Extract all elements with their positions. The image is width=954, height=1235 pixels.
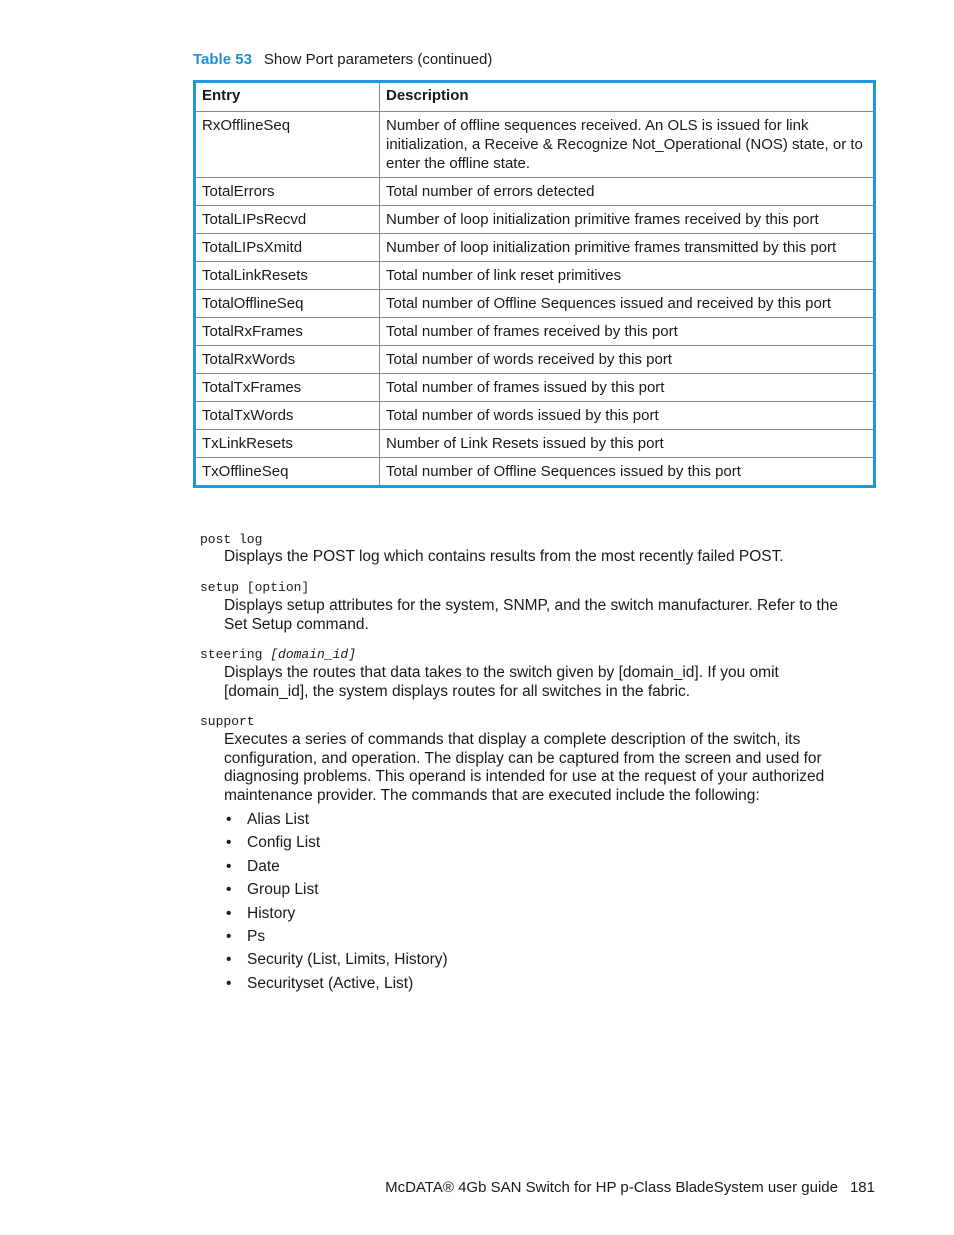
description-cell: Number of offline sequences received. An OLS is issued for link initialization, a Receive & Recognize Not_Operational (NOS) state, or to enter the offline state. — [380, 112, 875, 178]
list-item: • Security (List, Limits, History) — [224, 948, 448, 971]
list-item: • Date — [224, 855, 448, 878]
description-cell: Total number of words issued by this port — [380, 402, 875, 430]
description-cell: Total number of frames received by this port — [380, 318, 875, 346]
table-row — [195, 374, 875, 402]
table-row — [195, 318, 875, 346]
table-row — [195, 234, 875, 262]
bullet-icon: • — [226, 834, 232, 852]
description-cell: Number of loop initialization primitive frames received by this port — [380, 206, 875, 234]
bullet-icon: • — [226, 974, 232, 992]
show-port-parameters-table — [193, 80, 876, 488]
entry-cell: TxOfflineSeq — [195, 458, 380, 487]
entry-cell: TotalTxFrames — [195, 374, 380, 402]
entry-column-header: Entry — [195, 82, 380, 112]
table-row — [195, 346, 875, 374]
table-row — [195, 262, 875, 290]
bullet-icon: • — [226, 881, 232, 899]
bullet-icon: • — [226, 951, 232, 969]
footer-title: McDATA® 4Gb SAN Switch for HP p-Class BladeSystem user guide — [385, 1179, 838, 1196]
bullet-icon: • — [226, 857, 232, 875]
entry-cell: TotalTxWords — [195, 402, 380, 430]
table-row — [195, 290, 875, 318]
entry-cell: TotalLinkResets — [195, 262, 380, 290]
list-item: • Ps — [224, 925, 448, 948]
description-cell: Number of Link Resets issued by this port — [380, 430, 875, 458]
page-footer — [385, 1179, 875, 1196]
table-number: Table 53 — [193, 51, 252, 68]
table-row — [195, 430, 875, 458]
support-description: Executes a series of commands that display a complete description of the switch, its configuration, and operation. The display can be captured from the screen and used for diagnosing problems. This operand is intended for use at the request of your authorized maintenance provider. The commands that are executed include the following: — [224, 731, 825, 805]
table-row — [195, 206, 875, 234]
entry-cell: TotalOfflineSeq — [195, 290, 380, 318]
entry-cell: TotalLIPsXmitd — [195, 234, 380, 262]
description-cell: Total number of errors detected — [380, 178, 875, 206]
table-row — [195, 458, 875, 487]
list-item: • Alias List — [224, 808, 448, 831]
entry-cell: TotalRxFrames — [195, 318, 380, 346]
support-command: support — [200, 714, 255, 729]
description-cell: Total number of link reset primitives — [380, 262, 875, 290]
description-cell: Total number of frames issued by this port — [380, 374, 875, 402]
steering-description: Displays the routes that data takes to the switch given by [domain_id]. If you omit [domain_id], the system displays routes for all switches in the fabric. — [224, 664, 779, 700]
steering-command-name: steering — [200, 647, 271, 662]
bullet-icon: • — [226, 904, 232, 922]
description-cell: Total number of words received by this port — [380, 346, 875, 374]
table-row — [195, 402, 875, 430]
steering-command — [200, 647, 356, 662]
bullet-icon: • — [226, 811, 232, 828]
support-command-list — [224, 808, 448, 995]
description-cell: Number of loop initialization primitive frames transmitted by this port — [380, 234, 875, 262]
entry-cell: TotalLIPsRecvd — [195, 206, 380, 234]
post-log-command: post log — [200, 532, 263, 547]
setup-description: Displays setup attributes for the system, SNMP, and the switch manufacturer. Refer to the Set Setup command. — [224, 597, 838, 633]
list-item: • Group List — [224, 878, 448, 901]
steering-command-arg: [domain_id] — [270, 647, 357, 662]
description-cell: Total number of Offline Sequences issued by this port — [380, 458, 875, 487]
setup-command: setup [option] — [200, 580, 310, 595]
entry-cell: RxOfflineSeq — [195, 112, 380, 178]
entry-cell: TotalErrors — [195, 178, 380, 206]
list-item: • History — [224, 902, 448, 925]
description-column-header: Description — [380, 82, 875, 112]
bullet-icon: • — [226, 927, 232, 945]
list-item: • Config List — [224, 831, 448, 854]
table-header-row — [195, 82, 875, 112]
description-cell: Total number of Offline Sequences issued and received by this port — [380, 290, 875, 318]
table-caption — [193, 51, 492, 68]
table-row — [195, 112, 875, 178]
list-item: • Securityset (Active, List) — [224, 972, 448, 995]
table-row — [195, 178, 875, 206]
page-number: 181 — [849, 1179, 875, 1196]
entry-cell: TotalRxWords — [195, 346, 380, 374]
entry-cell: TxLinkResets — [195, 430, 380, 458]
post-log-description: Displays the POST log which contains results from the most recently failed POST. — [224, 548, 784, 565]
table-title: Show Port parameters (continued) — [263, 51, 493, 68]
